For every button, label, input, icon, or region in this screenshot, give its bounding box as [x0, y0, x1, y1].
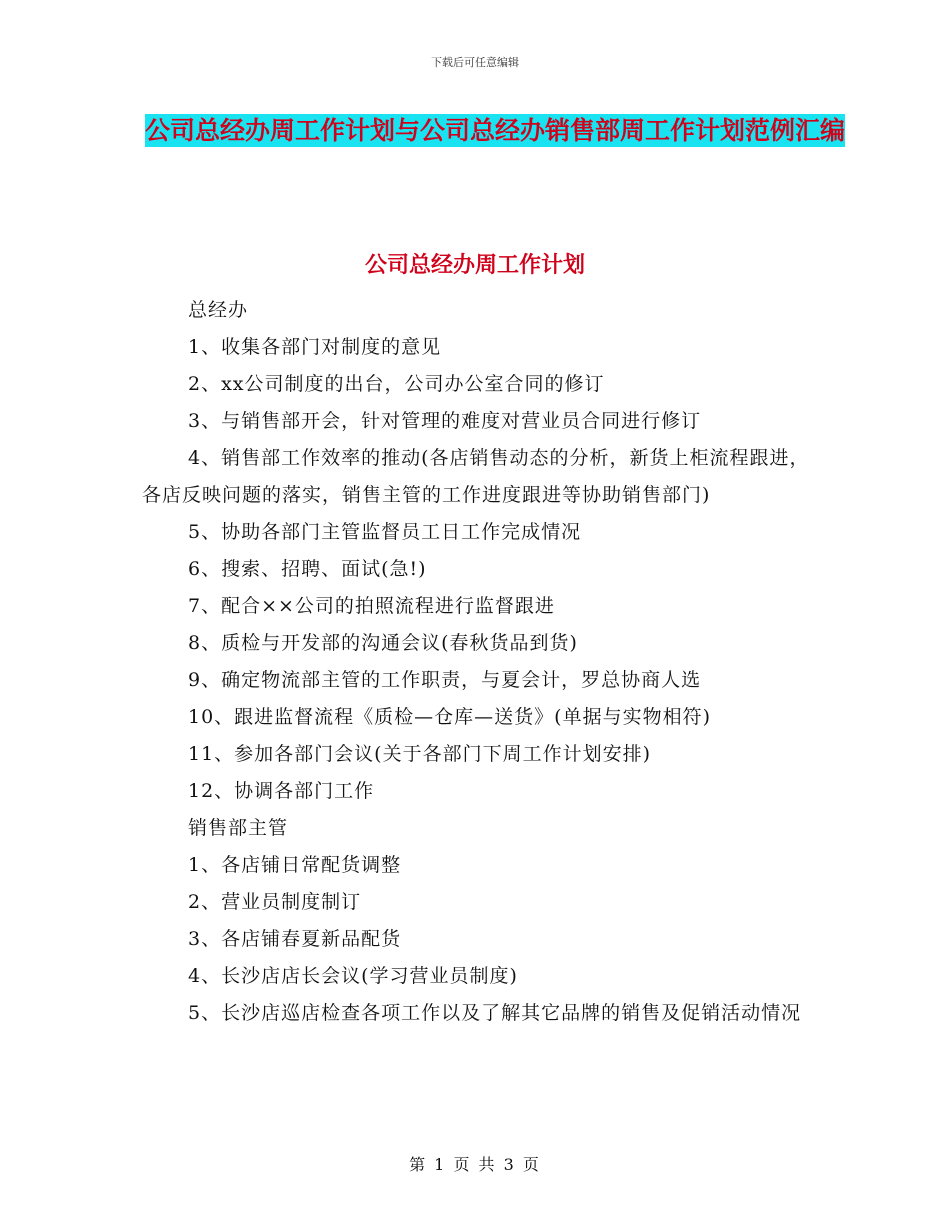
paragraph: 11、参加各部门会议(关于各部门下周工作计划安排) — [188, 743, 652, 765]
paragraph: 6、搜索、招聘、面试(急!) — [188, 558, 427, 580]
paragraph: 2、营业员制度制订 — [188, 891, 362, 913]
paragraph: 1、收集各部门对制度的意见 — [188, 336, 442, 358]
paragraph: 3、与销售部开会，针对管理的难度对营业员合同进行修订 — [188, 410, 702, 432]
section-title: 公司总经办周工作计划 — [364, 253, 585, 278]
main-title-highlight: 公司总经办周工作计划与公司总经办销售部周工作计划范例汇编 — [144, 116, 845, 145]
paragraph: 5、协助各部门主管监督员工日工作完成情况 — [188, 521, 582, 543]
paragraph: 销售部主管 — [188, 817, 289, 839]
paragraph: 8、质检与开发部的沟通会议(春秋货品到货) — [188, 632, 578, 654]
paragraph: 总经办 — [188, 299, 249, 321]
paragraph: 7、配合××公司的拍照流程进行监督跟进 — [188, 595, 555, 617]
paragraph: 5、长沙店巡店检查各项工作以及了解其它品牌的销售及促销活动情况 — [188, 1002, 802, 1024]
paragraph: 4、长沙店店长会议(学习营业员制度) — [188, 965, 518, 987]
page-footer: 第 1 页 共 3 页 — [409, 1155, 541, 1174]
document-main-title — [130, 108, 860, 154]
paragraph: 4、销售部工作效率的推动(各店销售动态的分析，新货上柜流程跟进，各店反映问题的落实，销售主管的工作进度跟进等协助销售部门) — [142, 447, 810, 506]
paragraph: 12、协调各部门工作 — [188, 780, 375, 802]
paragraph: 2、xx公司制度的出台，公司办公室合同的修订 — [188, 373, 605, 395]
paragraph: 10、跟进监督流程《质检—仓库—送货》(单据与实物相符) — [188, 706, 712, 728]
paragraph: 9、确定物流部主管的工作职责，与夏会计，罗总协商人选 — [188, 669, 702, 691]
paragraph: 3、各店铺春夏新品配货 — [188, 928, 402, 950]
header-note: 下载后可任意编辑 — [431, 56, 519, 69]
document-body — [142, 292, 810, 1032]
paragraph: 1、各店铺日常配货调整 — [188, 854, 402, 876]
